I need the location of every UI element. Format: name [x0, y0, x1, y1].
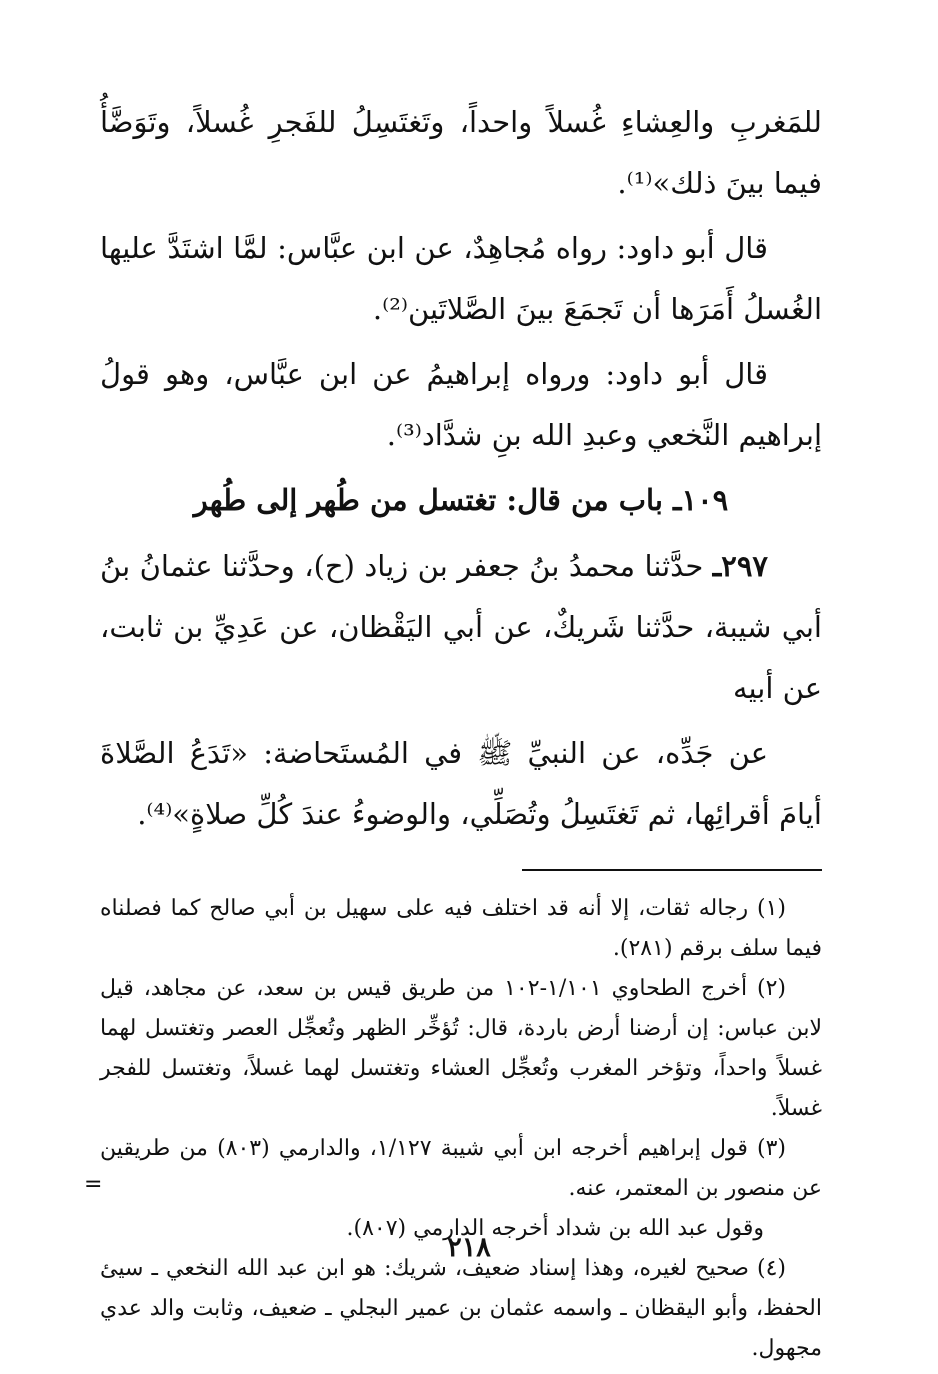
hadith-isnad-text: حدَّثنا محمدُ بنُ جعفر بن زياد (ح)، وحدَّثنا عثمانُ بنُ أبي شيبة، حدَّثنا شَريكٌ، عن أبي اليَقْظان، عن عَدِيِّ بن ثابت، عن أبيه: [100, 549, 822, 705]
continuation-mark: =: [84, 1172, 103, 1197]
paragraph-abu-dawud-mujahid: قال أبو داود: رواه مُجاهِدٌ، عن ابن عبَّاس: لمَّا اشتَدَّ عليها الغُسلُ أَمَرَها أن تَجمَعَ بينَ الصَّلاتَين⁽²⁾.: [100, 231, 822, 326]
paragraph-hadith-isnad: [100, 536, 822, 719]
paragraph-abu-dawud-ibrahim: قال أبو داود: ورواه إبراهيمُ عن ابن عبَّاس، وهو قولُ إبراهيم النَّخعي وعبدِ الله بنِ شدَّاد⁽³⁾.: [100, 357, 822, 452]
footnote-1: (١) رجاله ثقات، إلا أنه قد اختلف فيه على سهيل بن أبي صالح كما فصلناه فيما سلف برقم (٢٨١).: [100, 896, 822, 961]
footnote-separator: [522, 869, 822, 871]
page-number: ٢١٨: [447, 1232, 491, 1263]
footnote-3-continued: وقول عبد الله بن شداد أخرجه الدارمي (٨٠٧).: [346, 1216, 764, 1241]
footnote-2: (٢) أخرج الطحاوي ١/١٠١-١٠٢ من طريق قيس بن سعد، عن مجاهد، قيل لابن عباس: إن أرضنا أرض باردة، قال: تُؤخِّر الظهر وتُعجِّل العصر وتغتسل لهما غسلاً واحداً، وتؤخر المغرب وتُعجِّل العشاء وتغتسل لهما غسلاً، وتغتسل للفجر غسلاً.: [100, 976, 822, 1121]
chapter-heading: ١٠٩ـ باب من قال: تغتسل من طُهر إلى طُهر: [193, 483, 729, 517]
page-body: [100, 92, 822, 1369]
footnote-4: (٤) صحيح لغيره، وهذا إسناد ضعيف، شريك: هو ابن عبد الله النخعي ـ سيئ الحفظ، وأبو اليقظان ـ واسمه عثمان بن عمير البجلي ـ ضعيف، وثابت والد عدي مجهول.: [100, 1256, 822, 1361]
paragraph-hadith-matn: عن جَدِّه، عن النبيِّ ﷺ في المُستَحاضة: «تَدَعُ الصَّلاةَ أيامَ أقرائِها، ثم تَغتَسِلُ وتُصَلِّي، والوضوءُ عندَ كُلِّ صلاةٍ»⁽⁴⁾.: [100, 736, 822, 831]
paragraph-hadith-end: للمَغربِ والعِشاءِ غُسلاً واحداً، وتَغتَسِلُ للفَجرِ غُسلاً، وتَوَضَّأُ فيما بينَ ذلك»⁽¹⁾.: [100, 105, 822, 200]
hadith-number: ٢٩٧ـ: [712, 549, 768, 583]
footnote-3: (٣) قول إبراهيم أخرجه ابن أبي شيبة ١/١٢٧، والدارمي (٨٠٣) من طريقين عن منصور بن المعتمر، عنه.: [100, 1136, 822, 1201]
